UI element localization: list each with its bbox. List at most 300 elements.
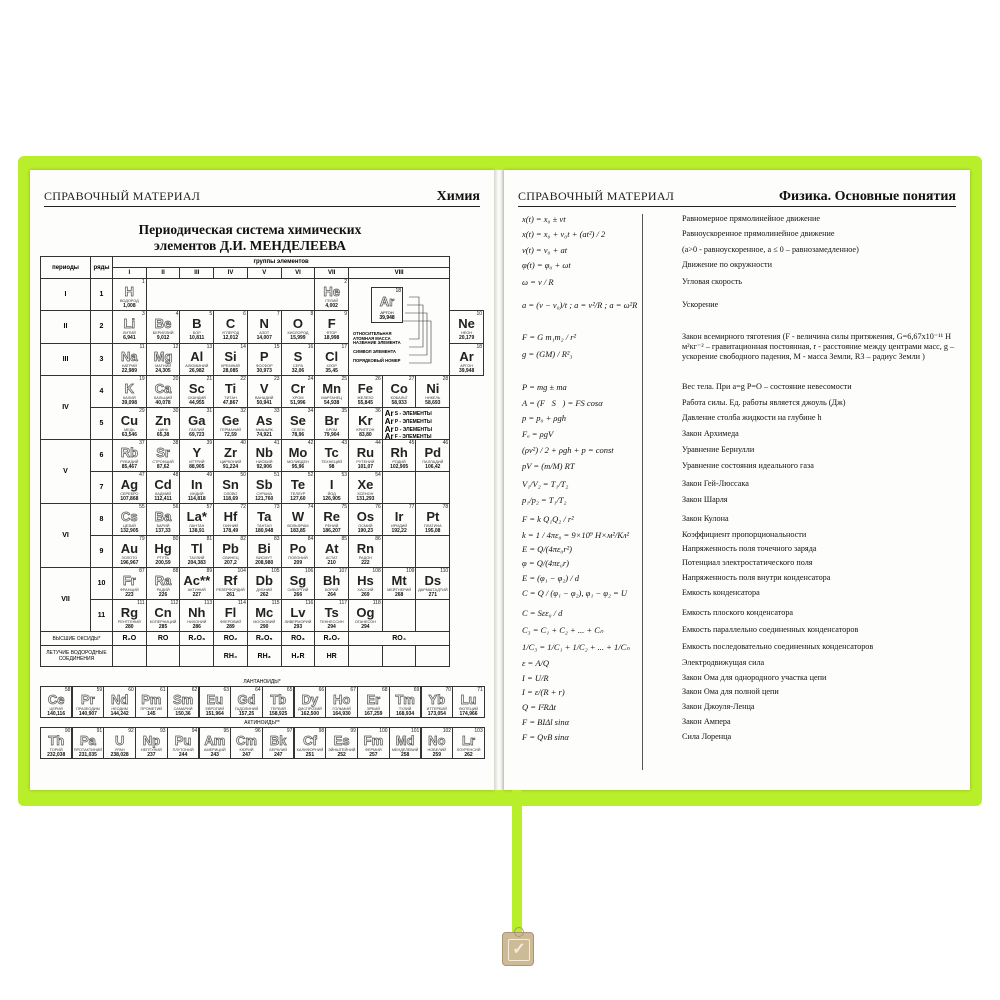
element-name: ПРОТАКТИНИЙ xyxy=(73,748,103,752)
group-1-header: I xyxy=(113,268,147,279)
element-symbol: I xyxy=(329,477,334,493)
element-Na xyxy=(113,344,146,375)
element-symbol: Ra xyxy=(154,573,172,589)
element-cell xyxy=(315,600,349,632)
element-symbol: Np xyxy=(142,733,161,748)
atomic-mass: 137,33 xyxy=(155,528,171,535)
element-symbol: Cu xyxy=(120,413,139,428)
element-Ar xyxy=(450,344,483,375)
formula-description: Напряженность поля внутри конденсатора xyxy=(682,573,831,582)
element-cell xyxy=(247,440,281,472)
element-name: ПАЛЛАДИЙ xyxy=(422,460,444,465)
element-symbol: B xyxy=(192,316,202,332)
element-name: ВОДОРОД xyxy=(120,299,139,303)
atomic-number: 100 xyxy=(379,728,388,734)
atomic-number: 93 xyxy=(160,728,166,734)
atomic-number: 31 xyxy=(206,408,213,414)
periodic-table xyxy=(40,256,484,667)
element-Lv xyxy=(282,600,315,631)
element-name: КОБАЛЬТ xyxy=(390,396,408,400)
element-cell xyxy=(180,376,214,408)
group-6-header: VI xyxy=(281,268,315,279)
element-Ti xyxy=(214,376,247,407)
block-swatch: Ar xyxy=(384,424,394,434)
atomic-mass: 10,811 xyxy=(189,335,205,342)
atomic-mass: 247 xyxy=(274,752,283,758)
atomic-mass: 9,012 xyxy=(156,335,170,342)
element-name: МОСКОВИЙ xyxy=(253,620,276,625)
atomic-mass: 6,941 xyxy=(123,335,136,342)
element-symbol: Ce xyxy=(47,692,65,707)
row-number-cell: 8 xyxy=(91,504,113,536)
atomic-mass: 162,500 xyxy=(300,711,319,717)
atomic-number: 25 xyxy=(341,376,348,382)
element-symbol: Os xyxy=(356,509,375,525)
atomic-number: 96 xyxy=(255,728,261,734)
element-symbol: Be xyxy=(154,316,172,332)
element-symbol: Pd xyxy=(424,445,442,461)
atomic-number: 29 xyxy=(139,408,145,414)
element-cell xyxy=(416,600,450,632)
element-symbol: Sb xyxy=(255,477,273,493)
element-name: ГЕЛИЙ xyxy=(325,299,338,303)
oxides-row xyxy=(41,632,484,646)
element-Ge xyxy=(214,408,247,439)
element-cell xyxy=(382,376,416,408)
element-symbol: Au xyxy=(120,541,139,557)
element-Pt xyxy=(416,504,449,535)
formula: x(t) = x₀ + v₀t + (at²) / 2 xyxy=(522,229,606,239)
element-cell xyxy=(247,343,281,375)
formula: F = G m₁m₂ / r² xyxy=(522,332,577,342)
element-cell xyxy=(416,440,450,472)
atomic-mass: 138,91 xyxy=(189,528,205,535)
atomic-number: 9 xyxy=(344,311,348,318)
atomic-number: 97 xyxy=(286,728,293,734)
atomic-mass: 44,955 xyxy=(189,400,205,406)
formula: x(t) = x₀ ± vt xyxy=(522,214,566,224)
atomic-mass: 91,224 xyxy=(222,464,239,471)
element-name: ТАЛЛИЙ xyxy=(189,556,205,561)
element-Cr xyxy=(282,376,315,407)
atomic-number: 89 xyxy=(206,568,213,575)
element-Ne xyxy=(450,311,483,342)
element-symbol: Rg xyxy=(120,605,139,621)
element-Li xyxy=(113,311,146,342)
atomic-number: 109 xyxy=(406,568,415,575)
element-symbol: Lr xyxy=(462,733,476,748)
table-row xyxy=(41,440,484,472)
formula-description: Емкость последовательно соединенных конденсаторов xyxy=(682,642,874,651)
element-name: БОР xyxy=(192,331,201,336)
atomic-number: 88 xyxy=(172,568,179,575)
element-symbol: Sr xyxy=(156,445,170,461)
atomic-number: 48 xyxy=(172,472,179,479)
element-name: МЫШЬЯК xyxy=(255,428,273,432)
atomic-mass: 252 xyxy=(337,752,346,758)
element-Br xyxy=(315,408,348,439)
element-name: ЕВРОПИЙ xyxy=(205,707,225,711)
element-Sc xyxy=(180,376,213,407)
element-cell xyxy=(113,440,147,472)
element-Am xyxy=(199,727,231,759)
atomic-mass: 58,933 xyxy=(391,400,407,406)
atomic-number: 52 xyxy=(307,472,314,479)
formula-description: Закон Архимеда xyxy=(682,429,739,438)
element-symbol: Hg xyxy=(154,541,172,557)
legend-label: ОТНОСИТЕЛЬНАЯ АТОМНАЯ МАССА xyxy=(353,331,392,341)
atomic-number: 59 xyxy=(96,687,103,693)
element-name: ХЛОР xyxy=(326,363,337,368)
atomic-number: 113 xyxy=(204,600,213,607)
atomic-mass: 222 xyxy=(361,560,370,567)
atomic-mass: 238,028 xyxy=(110,752,129,758)
element-Zr xyxy=(214,440,247,471)
element-symbol: Cs xyxy=(121,509,138,525)
element-Bk xyxy=(262,727,294,759)
element-name: ЗОЛОТО xyxy=(121,556,138,561)
element-name: ДУБНИЙ xyxy=(256,588,273,593)
element-cell xyxy=(382,472,416,504)
element-symbol: W xyxy=(291,509,305,525)
atomic-mass: 95,96 xyxy=(291,464,305,471)
element-cell xyxy=(113,504,147,536)
element-cell xyxy=(146,536,180,568)
element-symbol: Te xyxy=(290,477,306,493)
element-cell xyxy=(382,440,416,472)
formula-description: Работа силы. Ед. работы является джоуль (Дж) xyxy=(682,398,846,407)
element-cell xyxy=(113,376,147,408)
element-name: ОГАНЕСОН xyxy=(354,620,376,625)
element-name: ВОЛЬФРАМ xyxy=(287,524,309,529)
element-Nd xyxy=(103,686,135,718)
element-cell xyxy=(349,408,383,440)
element-name: РЕЗЕРФОРДИЙ xyxy=(216,588,245,593)
element-name: ИТТРИЙ xyxy=(189,460,205,465)
element-N xyxy=(248,311,281,342)
element-cell xyxy=(214,343,248,375)
element-symbol: Ar xyxy=(459,348,474,364)
row-number-cell: 5 xyxy=(91,408,113,440)
right-header-label: СПРАВОЧНЫЙ МАТЕРИАЛ xyxy=(518,189,675,203)
element-cell xyxy=(281,343,315,375)
element-symbol: Hs xyxy=(357,573,374,589)
element-Al xyxy=(180,344,213,375)
element-name: АЗОТ xyxy=(259,331,270,336)
element-name: КАЛЬЦИЙ xyxy=(154,396,173,400)
row-number-cell: 1 xyxy=(91,279,113,311)
formula-description: Коэффициент пропорциональности xyxy=(682,530,807,539)
element-name: МОЛИБДЕН xyxy=(287,460,309,465)
hydride-formula: HR xyxy=(315,646,349,667)
element-symbol: He xyxy=(323,284,340,299)
atomic-number: 2 xyxy=(344,279,348,285)
atomic-mass: 168,934 xyxy=(396,711,415,717)
element-symbol: Mc xyxy=(255,605,274,621)
element-cell xyxy=(349,376,383,408)
atomic-number: 92 xyxy=(128,728,134,734)
atomic-number: 16 xyxy=(307,343,314,350)
table-row xyxy=(41,536,484,568)
element-Rg xyxy=(113,600,146,631)
element-symbol: Tm xyxy=(395,692,415,707)
element-symbol: Re xyxy=(323,509,340,525)
block-label: P - ЭЛЕМЕНТЫ xyxy=(394,418,432,425)
element-cell xyxy=(214,376,248,408)
ribbon-bookmark[interactable] xyxy=(512,790,522,940)
element-symbol: Sn xyxy=(222,477,239,493)
atomic-number: 91 xyxy=(96,728,103,734)
atomic-number: 76 xyxy=(375,504,381,511)
block-label: S - ЭЛЕМЕНТЫ xyxy=(394,410,432,417)
element-name: КСЕНОН xyxy=(357,492,374,497)
element-symbol: Bi xyxy=(257,541,271,557)
formula: φ(t) = φ₀ + ωt xyxy=(522,260,571,270)
element-cell xyxy=(281,568,315,600)
atomic-number: 86 xyxy=(375,536,381,543)
element-symbol: Ti xyxy=(224,381,237,396)
element-name: БРОМ xyxy=(326,428,338,432)
element-cell xyxy=(113,568,147,600)
element-cell xyxy=(349,504,383,536)
element-name: ГАДОЛИНИЙ xyxy=(234,707,259,711)
element-At xyxy=(315,536,348,567)
atomic-number: 69 xyxy=(413,687,420,693)
atomic-number: 39 xyxy=(206,440,213,447)
element-name: АСТАТ xyxy=(325,556,338,561)
table-row xyxy=(41,600,484,632)
left-header-title: Химия xyxy=(436,189,480,204)
atomic-number: 50 xyxy=(240,472,246,479)
atomic-number: 81 xyxy=(206,536,213,543)
element-name: ФОСФОР xyxy=(255,363,273,368)
element-name: КАДМИЙ xyxy=(155,492,172,497)
element-Er xyxy=(357,686,389,718)
element-Te xyxy=(282,472,315,503)
element-cell xyxy=(214,568,248,600)
element-cell xyxy=(382,600,416,632)
element-cell xyxy=(382,504,416,536)
formula: E = (φ₁ − φ₂) / d xyxy=(522,573,580,583)
legend-sym: Ar xyxy=(379,294,395,309)
element-symbol: Ir xyxy=(394,509,404,525)
atomic-number: 65 xyxy=(286,687,293,693)
element-cell xyxy=(281,472,315,504)
block-label: D - ЭЛЕМЕНТЫ xyxy=(394,426,433,433)
element-cell xyxy=(349,568,383,600)
element-name: САМАРИЙ xyxy=(173,707,193,711)
bookmark-tag[interactable] xyxy=(502,932,534,966)
element-symbol: F xyxy=(327,316,336,332)
atomic-number: 7 xyxy=(276,311,280,318)
element-Ho xyxy=(325,686,357,718)
atomic-number: 116 xyxy=(305,600,314,607)
tag-ring xyxy=(514,927,524,937)
atomic-mass: 286 xyxy=(192,624,201,631)
atomic-number: 106 xyxy=(304,568,314,575)
atomic-mass: 54,938 xyxy=(324,400,340,406)
atomic-mass: 271 xyxy=(428,592,437,599)
element-symbol: Zr xyxy=(224,445,238,461)
atomic-number: 56 xyxy=(172,504,179,511)
element-name: ФЕРМИЙ xyxy=(365,748,382,752)
element-symbol: Yb xyxy=(428,692,446,707)
block-label: F - ЭЛЕМЕНТЫ xyxy=(394,434,432,440)
table-row xyxy=(41,408,484,440)
atomic-mass: 51,996 xyxy=(290,400,306,406)
atomic-mass: 40,078 xyxy=(155,400,171,406)
element-cell xyxy=(315,472,349,504)
element-symbol: Br xyxy=(324,413,339,428)
element-name: КИСЛОРОД xyxy=(287,331,309,336)
element-name: ПОЛОНИЙ xyxy=(288,556,308,561)
atomic-mass: 158,925 xyxy=(269,711,288,717)
element-cell xyxy=(315,568,349,600)
atomic-number: 102 xyxy=(442,728,452,734)
element-Cu xyxy=(113,408,146,439)
atomic-mass: 106,42 xyxy=(425,464,441,471)
block-swatch: Ar xyxy=(384,432,394,440)
atomic-number: 24 xyxy=(307,376,314,382)
element-C xyxy=(214,311,247,342)
periods-header: периоды xyxy=(41,257,91,279)
element-symbol: Mo xyxy=(288,445,308,461)
hydride-formula xyxy=(180,646,214,667)
atomic-number: 111 xyxy=(137,600,145,607)
atomic-number: 26 xyxy=(375,376,381,382)
element-symbol: Lv xyxy=(290,605,306,621)
element-symbol: Se xyxy=(290,413,306,428)
oxide-formula: RO₃ xyxy=(281,632,315,646)
atomic-mass: 98 xyxy=(328,464,335,471)
element-Rb xyxy=(113,440,146,471)
atomic-mass: 30,973 xyxy=(256,367,272,374)
element-symbol: Ts xyxy=(324,605,339,621)
element-symbol: Og xyxy=(356,605,375,621)
atomic-number: 51 xyxy=(274,472,280,479)
element-cell xyxy=(180,504,214,536)
element-symbol: U xyxy=(114,733,125,748)
element-cell xyxy=(146,504,180,536)
element-symbol: Nd xyxy=(110,692,129,707)
atomic-mass: 226 xyxy=(158,592,168,599)
atomic-number: 101 xyxy=(410,728,420,734)
formula-description: Закон Кулона xyxy=(682,514,729,523)
element-F xyxy=(315,311,348,342)
element-symbol: Tc xyxy=(324,445,339,461)
element-name: ХАССИЙ xyxy=(357,588,374,593)
element-symbol: Ho xyxy=(333,692,351,707)
element-symbol: Bk xyxy=(269,733,287,748)
element-symbol: Cn xyxy=(154,605,172,621)
element-name: ПЛАТИНА xyxy=(423,524,442,529)
atomic-mass: 294 xyxy=(361,624,370,631)
atomic-number: 115 xyxy=(271,600,280,607)
atomic-number: 73 xyxy=(274,504,280,511)
atomic-mass: 39,098 xyxy=(121,400,137,406)
element-symbol: Na xyxy=(121,348,138,364)
atomic-mass: 118,69 xyxy=(223,496,239,503)
formula-description: Уравнение состояния идеального газа xyxy=(682,461,814,470)
atomic-mass: 244 xyxy=(178,752,188,758)
atomic-mass: 83,80 xyxy=(359,432,372,438)
element-name: УРАН xyxy=(114,748,125,752)
atomic-mass: 72,59 xyxy=(224,432,237,438)
element-symbol: Ba xyxy=(154,509,172,525)
atomic-mass: 144,242 xyxy=(110,711,129,717)
atomic-number: 67 xyxy=(350,687,356,693)
formula: F = k Q₁Q₂ / r² xyxy=(522,514,574,524)
atomic-mass: 183,85 xyxy=(290,528,306,535)
formula: F = BIΔl sinα xyxy=(522,717,570,727)
element-Rf xyxy=(214,568,247,599)
formula-description: Электродвижущая сила xyxy=(682,658,765,667)
atomic-number: 34 xyxy=(307,408,314,414)
element-cell xyxy=(281,504,315,536)
element-cell xyxy=(247,311,281,343)
atomic-number: 1 xyxy=(141,279,145,285)
atomic-number: 72 xyxy=(240,504,246,511)
atomic-mass: 257 xyxy=(369,752,378,758)
formula-description: Давление столба жидкости на глубине h xyxy=(682,413,822,422)
atomic-mass: 280 xyxy=(125,624,134,631)
formula: I = ε/(R + r) xyxy=(522,687,565,697)
block-swatch: Ar xyxy=(384,409,394,418)
atomic-mass: 293 xyxy=(293,624,303,631)
element-name: ТАНТАЛ xyxy=(256,524,272,529)
element-cell xyxy=(247,568,281,600)
element-Ta xyxy=(248,504,281,535)
atomic-mass: 237 xyxy=(147,752,156,758)
atomic-mass: 92,906 xyxy=(256,464,272,471)
element-symbol: Sm xyxy=(172,692,194,707)
atomic-mass: 140,907 xyxy=(78,711,97,717)
element-symbol: Cr xyxy=(290,381,306,396)
element-name: ЦЕРИЙ xyxy=(49,707,63,711)
formula-description: Ускорение xyxy=(682,300,719,309)
element-symbol: La* xyxy=(186,509,207,525)
element-name: ГАЛЛИЙ xyxy=(189,428,205,432)
element-I xyxy=(315,472,348,503)
element-Cs xyxy=(113,504,146,535)
atomic-mass: 15,999 xyxy=(290,335,306,342)
atomic-mass: 151,964 xyxy=(205,711,224,717)
element-symbol: Ne xyxy=(458,316,475,332)
element-cell xyxy=(349,440,383,472)
element-cell xyxy=(146,311,180,343)
element-name: ЛИТИЙ xyxy=(122,331,136,336)
atomic-mass: 63,546 xyxy=(121,432,137,438)
element-symbol: Db xyxy=(255,573,273,589)
element-Au xyxy=(113,536,146,567)
table-row xyxy=(41,568,484,600)
atomic-number: 3 xyxy=(141,311,145,318)
element-Fr xyxy=(113,568,146,599)
element-cell xyxy=(113,311,147,343)
formula-description: Закон Джоуля-Ленца xyxy=(682,702,755,711)
element-Tl xyxy=(180,536,213,567)
atomic-mass: 32,06 xyxy=(291,367,305,374)
element-Th xyxy=(40,727,72,759)
element-cell xyxy=(180,408,214,440)
element-cell xyxy=(281,536,315,568)
atomic-number: 78 xyxy=(442,504,449,511)
element-cell xyxy=(315,376,349,408)
hydride-formula: H₂R xyxy=(281,646,315,667)
atomic-mass: 26,982 xyxy=(189,367,205,374)
atomic-number: 53 xyxy=(341,472,348,479)
atomic-number: 58 xyxy=(64,687,71,693)
